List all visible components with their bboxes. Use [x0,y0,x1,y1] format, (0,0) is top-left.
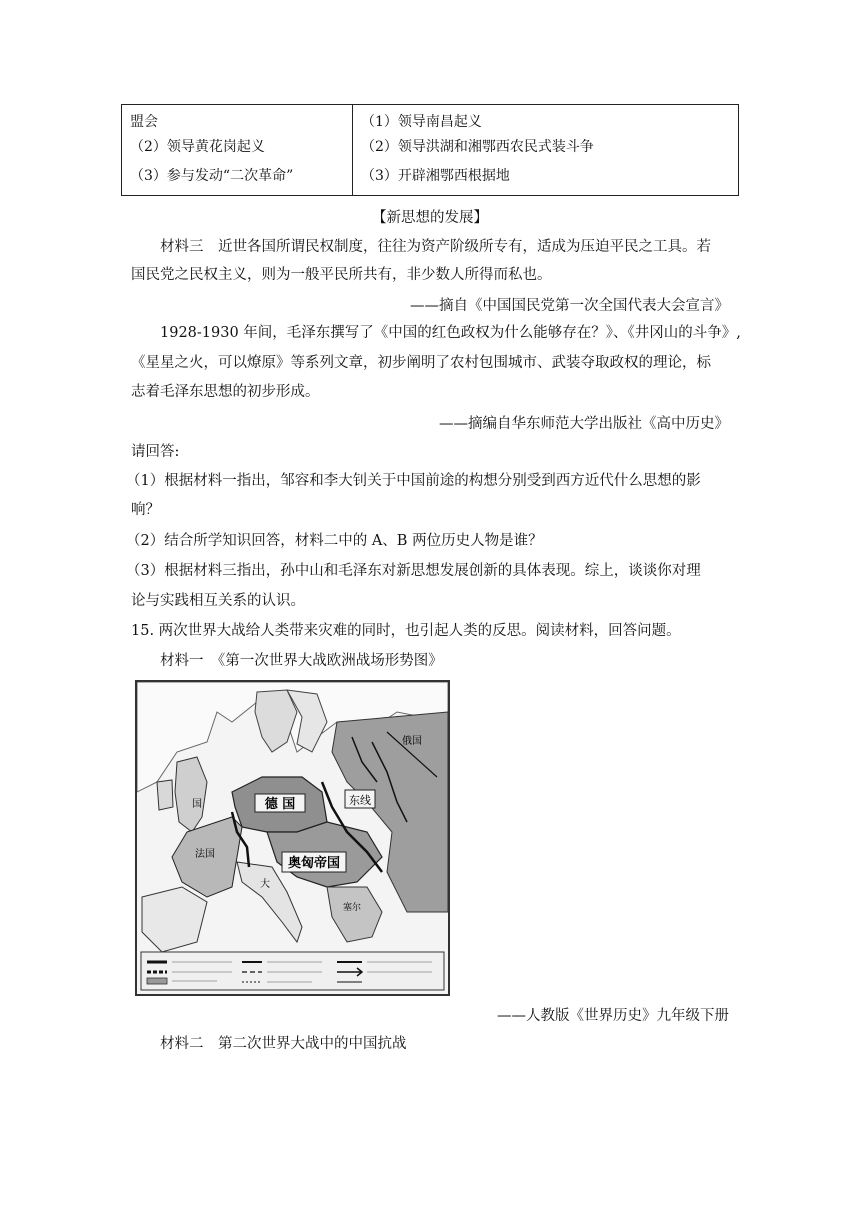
question-2: （2）结合所学知识回答，材料二中的 A、B 两位历史人物是谁？ [126,533,543,549]
material3-paragraph-line: 1928-1930 年间，毛泽东撰写了《中国的红色政权为什么能够存在？》、《井冈山的斗争》, [160,325,741,341]
table-cell-line: （2）领导洪湖和湘鄂西农民式装斗争 [361,139,594,155]
source-citation: ——摘自《中国国民党第一次全国代表大会宣言》 [410,298,729,314]
table-row [122,105,739,196]
material3-line: 国民党之民权主义，则为一般平民所共有，非少数人所得而私也。 [131,267,552,283]
material3-paragraph-line: 《星星之火，可以燎原》等系列文章，初步阐明了农村包围城市、武装夺取政权的理论，标 [131,355,711,371]
table-cell-line: 盟会 [130,114,158,130]
material3-line: 材料三 近世各国所谓民权制度，往往为资产阶级所专有，适成为压迫平民之工具。若 [160,239,711,255]
question-1-cont: 响？ [131,502,160,518]
table-cell-line: （3）参与发动“二次革命” [130,168,294,184]
table-cell-line: （1）领导南昌起义 [361,114,482,130]
table-cell-left [122,105,353,196]
question-prompt: 请回答: [131,444,180,460]
map-label: 德 国 [264,797,296,812]
question-15-stem: 15. 两次世界大战给人类带来灾难的同时，也引起人类的反思。阅读材料，回答问题。 [131,623,681,639]
map-label: 奥匈帝国 [287,856,341,871]
ww1-europe-map [135,680,450,996]
map-label: 东线 [349,794,371,807]
source-citation: ——摘编自华东师范大学出版社《高中历史》 [439,416,729,432]
map-graphic [137,682,448,994]
map-label: 俄国 [402,736,422,747]
material2-caption: 材料二 第二次世界大战中的中国抗战 [160,1036,407,1052]
table-cell-line: （2）领导黄花岗起义 [130,139,265,155]
section-title: 【新思想的发展】 [372,210,488,226]
question-1: （1）根据材料一指出，邹容和李大钊关于中国前途的构想分别受到西方近代什么思想的影 [126,473,701,489]
map-label: 大 [260,879,270,890]
question-3: （3）根据材料三指出，孙中山和毛泽东对新思想发展创新的具体表现。综上，谈谈你对理 [126,563,701,579]
material3-paragraph-line: 志着毛泽东思想的初步形成。 [131,384,320,400]
table-cell-right [353,105,739,196]
table-cell-line: （3）开辟湘鄂西根据地 [361,168,510,184]
comparison-table [121,104,739,196]
question-3-cont: 论与实践相互关系的认识。 [131,593,305,609]
map-label: 国 [192,799,202,810]
material1-caption: 材料一 《第一次世界大战欧洲战场形势图》 [160,653,443,669]
map-label: 塞尔 [342,903,362,913]
map-label: 法国 [195,849,215,860]
source-citation: ——人教版《世界历史》九年级下册 [497,1008,729,1024]
